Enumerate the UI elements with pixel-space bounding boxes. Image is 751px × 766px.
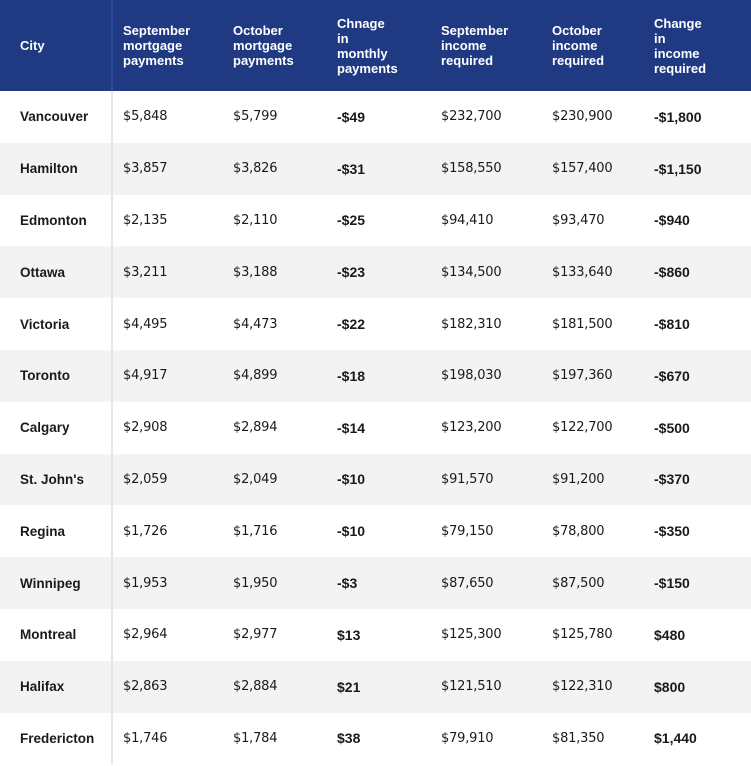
table-row	[0, 557, 751, 609]
cell-sep-payments: $2,908	[123, 420, 168, 436]
cell-change-income: -$860	[654, 264, 690, 281]
table-row	[0, 505, 751, 557]
cell-sep-payments: $3,211	[123, 264, 168, 280]
table-row	[0, 350, 751, 402]
cell-change-income: -$370	[654, 471, 690, 488]
table-row	[0, 402, 751, 454]
cell-change-payments: -$49	[337, 108, 366, 125]
cell-oct-income: $125,780	[552, 627, 613, 643]
cell-change-income: $800	[654, 678, 686, 695]
cell-oct-payments: $2,884	[233, 679, 278, 695]
cell-sep-payments: $2,964	[123, 627, 168, 643]
header-city: City	[0, 0, 112, 91]
cell-oct-income: $81,350	[552, 730, 605, 746]
cell-city: Calgary	[0, 402, 112, 454]
cell-oct-payments: $1,716	[233, 523, 278, 539]
table-header	[0, 0, 751, 91]
cell-city: Edmonton	[0, 195, 112, 247]
cell-oct-income: $230,900	[552, 109, 613, 125]
cell-oct-payments: $1,784	[233, 730, 278, 746]
cell-oct-income: $122,700	[552, 420, 613, 436]
cell-oct-payments: $2,977	[233, 627, 278, 643]
cell-oct-payments: $1,950	[233, 575, 278, 591]
cell-oct-payments: $2,110	[233, 212, 278, 228]
cell-oct-income: $197,360	[552, 368, 613, 384]
cell-change-income: $480	[654, 626, 686, 643]
cell-sep-income: $91,570	[441, 471, 494, 487]
cell-city: Hamilton	[0, 143, 112, 195]
cell-oct-income: $91,200	[552, 471, 605, 487]
cell-change-payments: -$25	[337, 212, 366, 229]
cell-change-payments: $13	[337, 626, 361, 643]
cell-change-payments: -$14	[337, 419, 366, 436]
cell-oct-income: $78,800	[552, 523, 605, 539]
cell-oct-payments: $2,049	[233, 471, 278, 487]
cell-sep-payments: $3,857	[123, 161, 168, 177]
cell-city: St. John's	[0, 454, 112, 506]
table-row	[0, 91, 751, 143]
cell-city: Ottawa	[0, 246, 112, 298]
cell-oct-payments: $2,894	[233, 420, 278, 436]
cell-oct-income: $87,500	[552, 575, 605, 591]
table-body	[0, 91, 751, 764]
table-row	[0, 298, 751, 350]
cell-sep-income: $158,550	[441, 161, 502, 177]
cell-change-payments: $21	[337, 678, 361, 695]
cell-sep-income: $79,150	[441, 523, 494, 539]
table-row	[0, 661, 751, 713]
cell-sep-payments: $1,953	[123, 575, 168, 591]
cell-sep-income: $94,410	[441, 212, 494, 228]
table-row	[0, 195, 751, 247]
cell-change-income: -$1,800	[654, 108, 702, 125]
cell-sep-payments: $5,848	[123, 109, 168, 125]
table-row	[0, 454, 751, 506]
header-oct-payments: October mortgage payments	[233, 23, 294, 68]
header-sep-payments: September mortgage payments	[123, 23, 191, 68]
table-row	[0, 143, 751, 195]
cell-oct-payments: $4,899	[233, 368, 278, 384]
cell-oct-income: $133,640	[552, 264, 613, 280]
header-oct-income: October income required	[552, 23, 605, 68]
cell-sep-payments: $4,495	[123, 316, 168, 332]
cell-oct-payments: $3,826	[233, 161, 278, 177]
cell-change-payments: -$10	[337, 523, 366, 540]
cell-change-payments: -$10	[337, 471, 366, 488]
cell-city: Toronto	[0, 350, 112, 402]
cell-sep-payments: $1,726	[123, 523, 168, 539]
header-change-payments: Chnage in monthly payments	[337, 16, 398, 76]
cell-change-income: -$670	[654, 367, 690, 384]
cell-sep-income: $232,700	[441, 109, 502, 125]
cell-city: Vancouver	[0, 91, 112, 143]
cell-city: Victoria	[0, 298, 112, 350]
cell-sep-income: $87,650	[441, 575, 494, 591]
cell-change-payments: -$23	[337, 264, 366, 281]
cell-oct-income: $181,500	[552, 316, 613, 332]
cell-sep-payments: $1,746	[123, 730, 168, 746]
cell-change-income: $1,440	[654, 730, 697, 747]
cell-city: Winnipeg	[0, 557, 112, 609]
cell-change-payments: -$18	[337, 367, 366, 384]
cell-change-payments: $38	[337, 730, 361, 747]
cell-sep-income: $79,910	[441, 730, 494, 746]
cell-change-income: -$150	[654, 575, 690, 592]
header-row	[0, 0, 751, 91]
cell-sep-payments: $2,059	[123, 471, 168, 487]
cell-change-income: -$1,150	[654, 160, 702, 177]
cell-city: Montreal	[0, 609, 112, 661]
cell-oct-payments: $4,473	[233, 316, 278, 332]
cell-change-income: -$350	[654, 523, 690, 540]
cell-oct-income: $122,310	[552, 679, 613, 695]
header-change-income: Change in income required	[654, 16, 707, 76]
cell-change-payments: -$31	[337, 160, 366, 177]
table-row	[0, 713, 751, 765]
cell-sep-income: $125,300	[441, 627, 502, 643]
cell-sep-income: $198,030	[441, 368, 502, 384]
cell-city: Regina	[0, 505, 112, 557]
cell-sep-payments: $2,135	[123, 212, 168, 228]
table-row	[0, 246, 751, 298]
cell-sep-income: $134,500	[441, 264, 502, 280]
cell-sep-payments: $4,917	[123, 368, 168, 384]
cell-oct-income: $157,400	[552, 161, 613, 177]
cell-oct-payments: $3,188	[233, 264, 278, 280]
cell-change-income: -$500	[654, 419, 690, 436]
cell-sep-payments: $2,863	[123, 679, 168, 695]
cell-change-payments: -$3	[337, 575, 358, 592]
cell-sep-income: $121,510	[441, 679, 502, 695]
cell-change-income: -$940	[654, 212, 690, 229]
cell-change-payments: -$22	[337, 316, 366, 333]
cell-city: Halifax	[0, 661, 112, 713]
cell-city: Fredericton	[0, 713, 112, 765]
cell-sep-income: $182,310	[441, 316, 502, 332]
cell-oct-income: $93,470	[552, 212, 605, 228]
table-row	[0, 609, 751, 661]
cell-oct-payments: $5,799	[233, 109, 278, 125]
header-sep-income: September income required	[441, 23, 509, 68]
cell-sep-income: $123,200	[441, 420, 502, 436]
cell-change-income: -$810	[654, 316, 690, 333]
